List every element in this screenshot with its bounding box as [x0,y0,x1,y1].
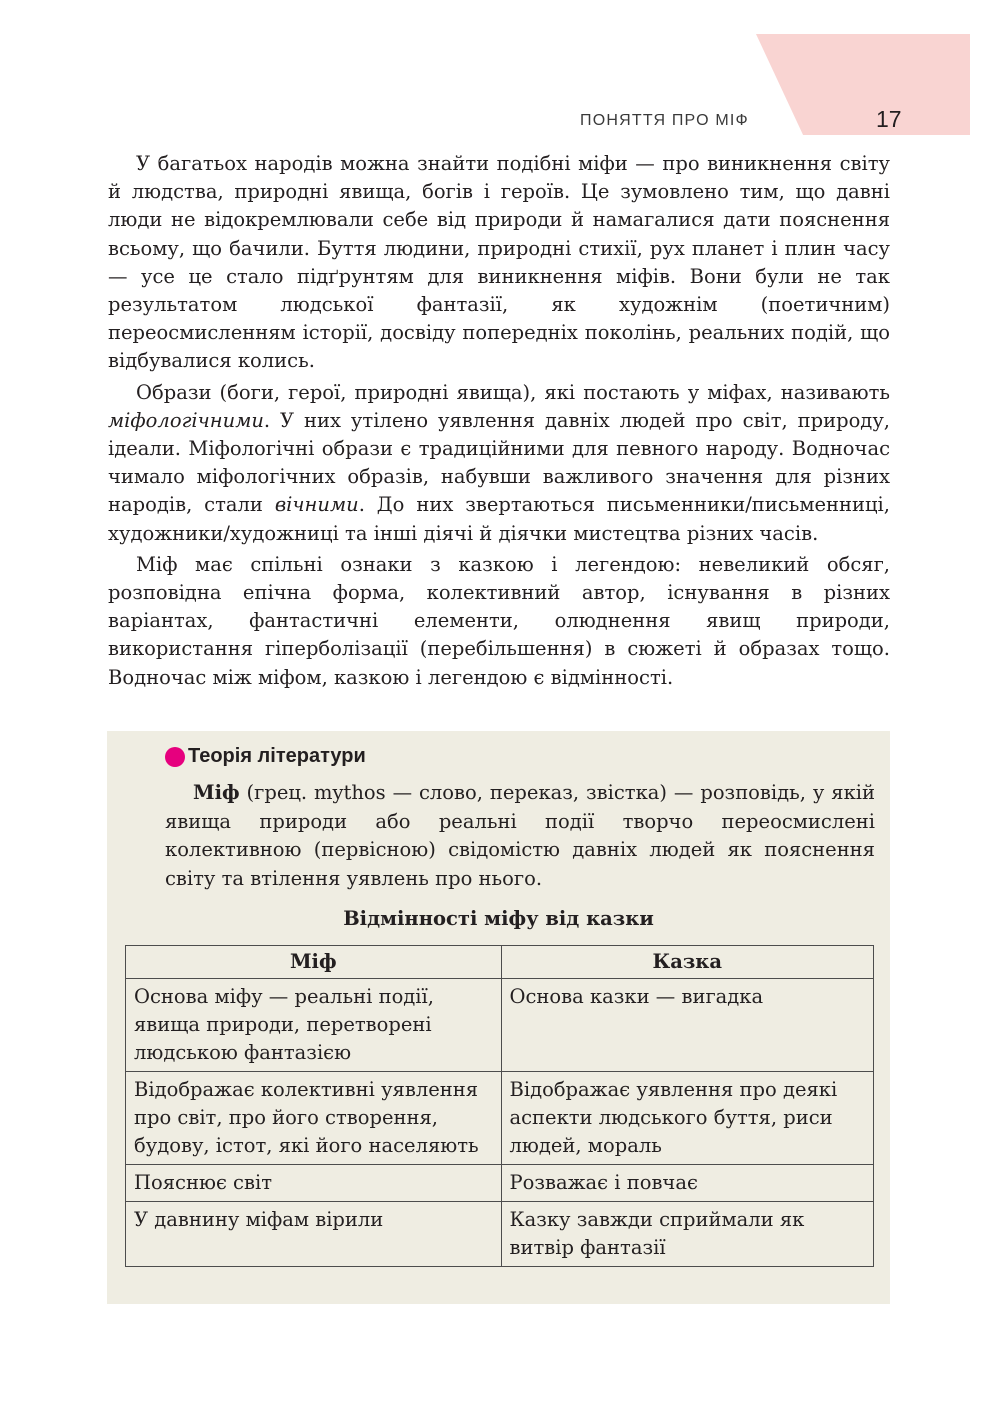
theory-heading-label: Теорія літератури [188,745,366,767]
table-cell-tale: Казку завжди сприймали як витвір фантазії [501,1202,874,1267]
table-cell-myth: Відображає колективні уявлення про світ, про його створення, будову, істот, які його населяють [126,1072,502,1165]
page-number: 17 [876,106,902,132]
table-cell-myth: Пояснює світ [126,1165,502,1202]
paragraph-2-part-c: . До них звертаються письменники/письменниці, художники/художниці та інші діячі й діячки мистецтва різних часів. [108,493,890,545]
header-tale: Казка [501,946,874,979]
definition-paragraph [165,779,875,893]
running-head: ПОНЯТТЯ ПРО МІФ [580,112,749,129]
bullet-dot-icon [165,747,185,767]
table-cell-tale: Відображає уявлення про деякі аспекти людського буття, риси людей, мораль [501,1072,874,1165]
header-myth: Міф [126,946,502,979]
paragraph-3: Міф має спільні ознаки з казкою і легендою: невеликий обсяг, розповідна епічна форма, колективний автор, існування в різних варіантах, фантастичні елементи, олюднення явищ природи, використання гіперболізації (перебільшення) в сюжеті й образах тощо. Водночас між міфом, казкою і легендою є відмінності. [108,552,890,689]
paragraph-2-part-b: . У них утілено уявлення давніх людей про світ, природу, ідеали. Міфологічні образи є традиційними для певного народу. Водночас чимало міфологічних образів, набувши важливого значення для різних народів, стали [108,408,890,517]
definition-term: Міф [193,781,240,804]
paragraph-1: У багатьох народів можна знайти подібні міфи — про виникнення світу й людства, природні явища, богів і героїв. Це зумовлено тим, що давні люди не відокремлювали себе від природи й намагалися дати пояснення всьому, що бачили. Буття людини, природні стихії, рух планет і плин часу — усе це стало підґрунтям для виникнення міфів. Вони були не так результатом людської фантазії, як художнім (поетичним) переосмисленням історії, досвіду попередніх поколінь, реальних подій, що відбувалися колись. [108,152,890,373]
table-row [126,1202,874,1267]
table-header-row [126,946,874,979]
table-cell-myth: У давнину міфам вірили [126,1202,502,1267]
paragraph-2-part-a: Образи (боги, герої, природні явища), які постають у міфах, називають [136,380,890,404]
comparison-table [125,945,874,1267]
table-title: Відмінності міфу від казки [343,907,654,930]
table-row [126,1165,874,1202]
term-eternal: вічними [274,493,359,517]
table-row [126,1072,874,1165]
theory-definition [165,779,875,893]
table-row [126,979,874,1072]
theory-box [107,731,890,1304]
term-mythological: міфологічними [108,408,264,432]
definition-text: (грец. mythos — слово, переказ, звістка) — розповідь, у якій явища природи або реальні події творчо переосмислені колективною (первісною) свідомістю давніх людей як пояснення світу та втілення уявлень про нього. [165,781,875,890]
paragraph-2 [108,379,890,548]
main-text [108,150,890,692]
table-cell-myth: Основа міфу — реальні події, явища природи, перетворені людською фантазією [126,979,502,1072]
table-cell-tale: Розважає і повчає [501,1165,874,1202]
table-cell-tale: Основа казки — вигадка [501,979,874,1072]
page-corner-decoration [756,34,970,135]
theory-heading [165,745,366,768]
